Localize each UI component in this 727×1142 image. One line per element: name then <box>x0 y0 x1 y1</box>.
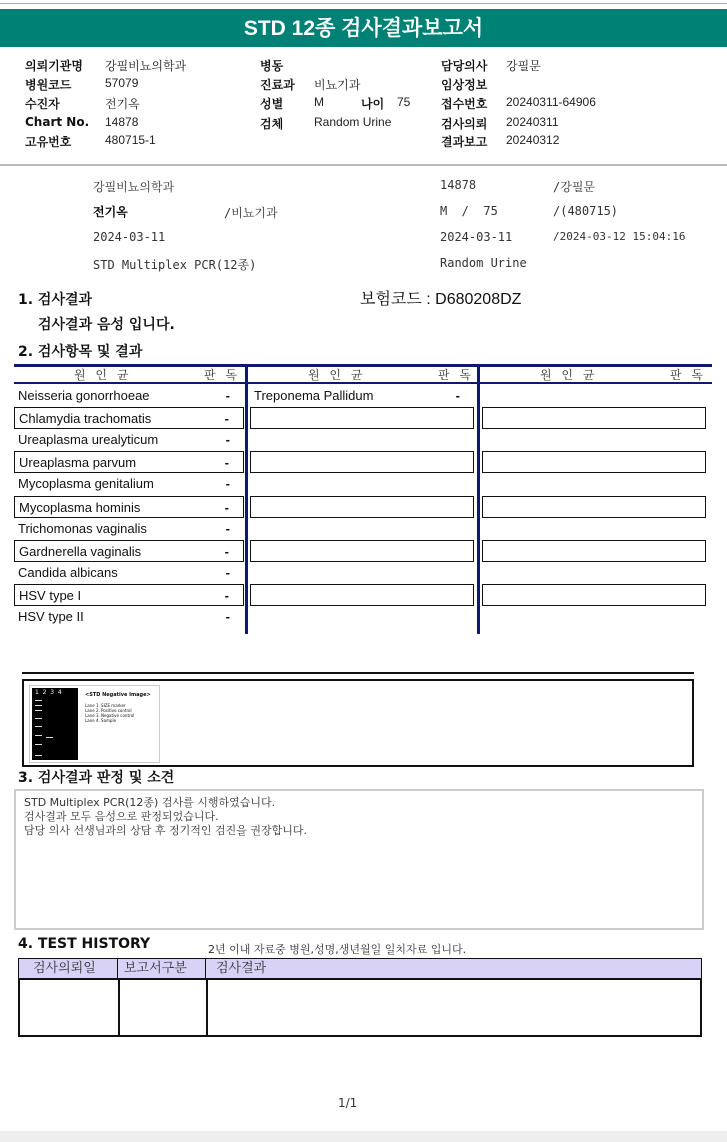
summary-dept: /비뇨기과 <box>224 206 278 220</box>
table-row <box>14 473 244 495</box>
history-note: 2년 이내 자료중 병원,성명,생년월일 일치자료 입니다. <box>208 943 467 956</box>
info-value: 57079 <box>105 76 139 90</box>
section1-title: 1. 검사결과 <box>18 292 93 308</box>
table-row <box>14 385 244 407</box>
organism-name: Neisseria gonorrhoeae <box>18 388 150 403</box>
table-row <box>14 562 244 584</box>
history-header-result: 검사결과 <box>205 958 702 979</box>
organism-name: Ureaplasma parvum <box>19 455 137 471</box>
summary-sex-age: M / 75 <box>440 204 498 218</box>
info-value: 20240311 <box>506 115 559 129</box>
age-value: 75 <box>397 95 411 109</box>
table-row <box>250 407 474 429</box>
opinion-line: STD Multiplex PCR(12종) 검사를 시행하였습니다. <box>24 796 276 809</box>
summary-date1: 2024-03-11 <box>93 230 166 244</box>
info-label: 병동 <box>260 59 284 73</box>
result-value: - <box>225 609 230 624</box>
report-title: STD 12종 검사결과보고서 <box>0 9 727 47</box>
summary-test: STD Multiplex PCR(12종) <box>93 258 257 272</box>
header-result: 판 독 <box>670 368 706 382</box>
result-value: - <box>225 476 230 492</box>
organism-name: Candida albicans <box>18 564 118 580</box>
info-label: 의뢰기관명 <box>25 59 83 73</box>
info-label: Chart No. <box>25 115 90 129</box>
divider <box>22 672 694 674</box>
divider <box>0 164 727 166</box>
gel-legend: Lane 1. SIZE marker Lane 2. Positive control Lane 3. Negative control Lane 4. Sample <box>85 703 135 723</box>
table-row <box>482 540 706 562</box>
info-label: 담당의사 <box>441 59 488 73</box>
summary-doctor: /강필문 <box>553 180 596 194</box>
section3-title: 3. 검사결과 판정 및 소견 <box>18 770 175 786</box>
page-number: 1/1 <box>338 1096 358 1110</box>
info-label: 임상정보 <box>441 78 488 92</box>
header-organism: 원 인 균 <box>308 368 366 382</box>
info-label: 검사의뢰 <box>441 117 488 131</box>
organism-name: Chlamydia trachomatis <box>19 411 152 427</box>
age-label: 나이 <box>361 97 385 111</box>
result-value: - <box>225 388 230 403</box>
organism-name: Mycoplasma genitalium <box>18 476 154 492</box>
header-organism: 원 인 균 <box>74 368 132 382</box>
info-value: Random Urine <box>314 115 392 129</box>
top-border <box>0 3 727 4</box>
info-value: 전기옥 <box>105 97 140 111</box>
info-label: 병원코드 <box>25 78 72 92</box>
table-row <box>250 584 474 606</box>
organism-name: Ureaplasma urealyticum <box>18 432 159 448</box>
organism-name: Trichomonas vaginalis <box>18 520 147 536</box>
info-value: 비뇨기과 <box>314 78 361 92</box>
info-label: 접수번호 <box>441 97 488 111</box>
summary-chart: 14878 <box>440 178 477 192</box>
result-value: - <box>224 587 229 603</box>
organism-name: HSV type II <box>18 609 84 624</box>
header-organism: 원 인 균 <box>540 368 598 382</box>
summary-specimen: Random Urine <box>440 256 527 270</box>
summary-report-time: /2024-03-12 15:04:16 <box>553 230 686 243</box>
table-row <box>14 606 244 628</box>
result-value: - <box>225 520 230 536</box>
header-result: 판 독 <box>204 368 240 382</box>
info-label: 고유번호 <box>25 135 72 149</box>
results-table <box>14 364 712 634</box>
table-row <box>14 429 244 451</box>
table-row <box>14 451 244 473</box>
organism-name: HSV type I <box>19 587 82 603</box>
history-body <box>18 978 702 1037</box>
info-value: 20240312 <box>506 133 560 147</box>
history-header-date: 검사의뢰일 <box>18 958 118 979</box>
table-row <box>482 451 706 473</box>
info-label: 결과보고 <box>441 135 488 149</box>
result-value: - <box>455 388 460 403</box>
gel-title: <STD Negative Image> <box>85 692 151 698</box>
history-header-type: 보고서구분 <box>117 958 206 979</box>
section2-title: 2. 검사항목 및 결과 <box>18 344 143 360</box>
summary-id: /(480715) <box>553 204 619 218</box>
result-value: - <box>224 499 229 515</box>
table-row <box>14 496 244 518</box>
result-value: - <box>225 564 230 580</box>
opinion-line: 검사결과 모두 음성으로 판정되었습니다. <box>24 810 219 823</box>
summary-patient: 전기옥 <box>93 205 128 219</box>
table-row <box>482 496 706 518</box>
gel-lanes <box>32 688 78 760</box>
info-value: 480715-1 <box>105 133 156 147</box>
table-row <box>14 407 244 429</box>
table-row <box>482 407 706 429</box>
info-label: 진료과 <box>260 78 295 92</box>
column-divider <box>477 364 480 634</box>
info-label: 성별 <box>260 97 284 111</box>
column-divider <box>245 364 248 634</box>
result-value: - <box>224 455 229 471</box>
section4-title: 4. TEST HISTORY <box>18 936 151 952</box>
opinion-line: 담당 의사 선생님과의 상담 후 정기적인 검진을 권장합니다. <box>24 824 307 837</box>
gel-image <box>29 685 160 763</box>
info-value: M <box>314 95 324 109</box>
table-row <box>482 584 706 606</box>
info-label: 검체 <box>260 117 284 131</box>
result-value: - <box>224 411 229 427</box>
section1-result: 검사결과 음성 입니다. <box>38 317 175 333</box>
table-row <box>250 385 474 407</box>
insurance-code: 보험코드 : D680208DZ <box>360 291 522 308</box>
info-value: 14878 <box>105 115 139 129</box>
lane-numbers: 1 2 3 4 <box>35 689 62 696</box>
table-row <box>250 496 474 518</box>
summary-date2: 2024-03-11 <box>440 230 513 244</box>
gel-image-frame <box>22 679 694 767</box>
result-value: - <box>224 543 229 559</box>
summary-hospital: 강필비뇨의학과 <box>93 180 175 194</box>
bottom-bar <box>0 1131 727 1142</box>
table-row <box>250 540 474 562</box>
info-label: 수진자 <box>25 97 60 111</box>
result-value: - <box>225 432 230 448</box>
info-value: 강필비뇨의학과 <box>105 59 187 73</box>
organism-name: Treponema Pallidum <box>254 388 374 403</box>
info-value: 강필문 <box>506 59 541 73</box>
opinion-box <box>14 789 704 930</box>
table-row <box>14 540 244 562</box>
info-value: 20240311-64906 <box>506 95 596 109</box>
organism-name: Gardnerella vaginalis <box>19 543 142 559</box>
table-row <box>250 451 474 473</box>
table-row <box>14 584 244 606</box>
header-result: 판 독 <box>438 368 474 382</box>
organism-name: Mycoplasma hominis <box>19 499 141 515</box>
table-row <box>14 518 244 540</box>
